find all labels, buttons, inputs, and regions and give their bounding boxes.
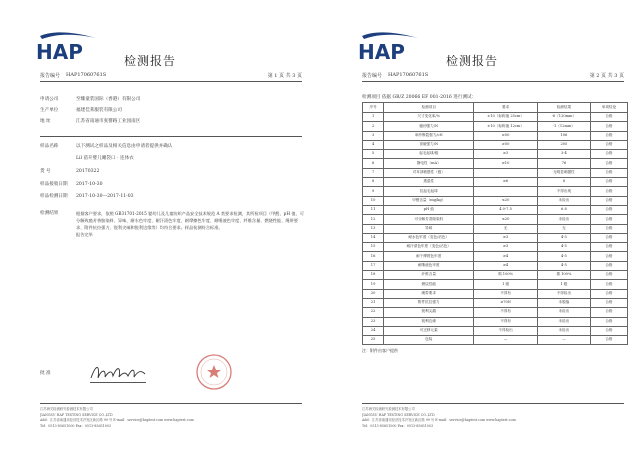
table-row <box>363 298 628 307</box>
table-cell: ≤20 <box>474 215 538 224</box>
table-cell: 棉 100% <box>537 271 590 280</box>
table-cell: 合格 <box>590 113 627 122</box>
table-cell: 合格 <box>590 131 627 140</box>
header-divider <box>40 81 302 82</box>
table-cell: 纤维含量 <box>384 271 474 280</box>
table-cell: 76 <box>537 159 590 168</box>
table-cell: 3-4 <box>537 150 590 159</box>
table-cell: ≥50 <box>474 131 538 140</box>
table-cell: 合格 <box>590 150 627 159</box>
conclusion-text <box>76 210 304 238</box>
field-label: 生产单位 <box>40 108 59 113</box>
field-label: 样品接收日期 <box>40 182 68 187</box>
field-value: 2017-10-30 <box>76 182 103 187</box>
field-label: 样品名称 <box>40 144 59 149</box>
footer-company: 江苏海关检测研究检测技术有限公司 <box>40 407 93 411</box>
field-value: 福建佳莱服装有限公司 <box>76 108 122 113</box>
table-cell: 6.8 <box>537 205 590 214</box>
field-label: 申请公司 <box>40 97 59 102</box>
table-cell: 抗起毛起球 <box>384 187 474 196</box>
field-value: Lil 蓓开婴儿睡袋口 · 连体衣 <box>76 156 134 161</box>
footer <box>362 407 624 429</box>
table-row <box>363 308 628 317</box>
table-note: 注：附件由客户提供 <box>362 348 398 354</box>
table-cell: 1 <box>363 113 384 122</box>
page-number: 第 1 页 共 3 页 <box>267 73 302 79</box>
table-cell: 1 级 <box>474 280 538 289</box>
table-row <box>363 159 628 168</box>
table-cell: 合格 <box>590 308 627 317</box>
report-title: 检测报告 <box>124 54 177 68</box>
table-body <box>363 113 628 345</box>
table-row <box>363 289 628 298</box>
table-cell: 未脱落 <box>537 298 590 307</box>
table-row <box>363 140 628 149</box>
table-row <box>363 243 628 252</box>
table-cell <box>474 187 538 196</box>
table-cell: -1（12mm） <box>537 122 590 131</box>
table-cell: pH 值 <box>384 205 474 214</box>
table-cell: ≥3 <box>474 243 538 252</box>
table-cell: 绳带要求 <box>384 289 474 298</box>
table-cell: 20 <box>363 289 384 298</box>
table-cell: 8 <box>537 178 590 187</box>
table-header-row <box>363 103 628 113</box>
table-cell: 合格 <box>590 140 627 149</box>
table-cell: 静电性（mA） <box>384 159 474 168</box>
table-cell: 12 <box>363 215 384 224</box>
table-cell: 合格 <box>590 224 627 233</box>
conclusion-body: 根据客户要求，依照 GB31701-2015 婴幼儿及儿童纺织产品安全技术规范 A 类要求检测，其所检项目（甲醛、pH 值、可分解致癌芳香胺染料、异味、耐水色牢度、耐汗渍色牢度、耐摩擦色牢度、耐唾液色牢度、纤维含量、燃烧性能、绳带要求、附件抗拉强力、锐利尖端和锐利边缘等）均符合要求。样品检测符合标准。 <box>76 211 304 231</box>
table-cell: 4.0-7.5 <box>474 205 538 214</box>
table-cell: ≥70N <box>474 298 538 307</box>
table-cell: 5 <box>363 150 384 159</box>
table-cell: 附件抗拉强力 <box>384 298 474 307</box>
table-cell: 透湿性 <box>384 178 474 187</box>
table-cell: 24 <box>363 326 384 335</box>
test-results <box>362 94 628 354</box>
table-cell <box>474 168 538 177</box>
table-cell: 可迁移元素 <box>384 326 474 335</box>
footer-address: Add：江苏省南通市经济技术开发区新区路 99 号 E-mail：service@haptest.com www.haptest.com <box>362 418 516 423</box>
table-cell: — <box>537 336 590 345</box>
table-cell: 106 <box>537 131 590 140</box>
table-cell: 合格 <box>590 261 627 270</box>
table-row <box>363 317 628 326</box>
col-header: 检测项目 <box>384 103 474 113</box>
report-page-1 <box>4 0 314 452</box>
signature <box>88 362 150 384</box>
table-cell: 合格 <box>590 243 627 252</box>
footer <box>40 407 302 429</box>
field-value: 至臻童装国际（香港）有限公司 <box>76 97 141 102</box>
header-divider <box>362 81 624 82</box>
table-cell: 包装 <box>384 336 474 345</box>
table-cell: 尺寸变化率/% <box>384 113 474 122</box>
table-cell: ±10（标称值 12cm） <box>474 122 538 131</box>
table-cell: 11 <box>363 205 384 214</box>
col-header: 检测结果 <box>537 103 590 113</box>
table-cell: 未检出 <box>537 196 590 205</box>
table-cell: 不得有 <box>474 289 538 298</box>
table-cell: 合格 <box>590 205 627 214</box>
table-cell: ≥6 <box>474 178 538 187</box>
table-cell: 25 <box>363 336 384 345</box>
table-cell: 缝纫强力/N <box>384 122 474 131</box>
table-cell: 合格 <box>590 317 627 326</box>
table-cell: 4-5 <box>537 261 590 270</box>
table-cell: 异味 <box>384 224 474 233</box>
table-row <box>363 178 628 187</box>
table-cell: 未检出 <box>537 317 590 326</box>
table-cell: 8 <box>363 178 384 187</box>
table-cell: 起毛起球/级 <box>384 150 474 159</box>
table-cell: 不得有 <box>474 308 538 317</box>
table-cell: ≤20 <box>474 196 538 205</box>
table-cell: 不得有 <box>474 317 538 326</box>
hap-logo <box>34 30 104 62</box>
field-value: 20170322 <box>76 169 100 174</box>
conclusion-end: 报告完毕 <box>76 232 93 238</box>
table-cell: 19 <box>363 280 384 289</box>
table-cell: 合格 <box>590 326 627 335</box>
table-cell: 棉 100% <box>474 271 538 280</box>
table-cell: 顶破强力/N <box>384 140 474 149</box>
table-cell: 无 <box>474 224 538 233</box>
field-value: 江苏省南通市张謇路工业园南区 <box>76 119 141 124</box>
table-cell: 6 <box>363 159 384 168</box>
table-row <box>363 131 628 140</box>
table-cell: 4-5 <box>537 252 590 261</box>
report-no-label: 报告编号 <box>40 73 61 79</box>
table-cell: — <box>474 336 538 345</box>
field-label: 样品检测日期 <box>40 194 68 199</box>
table-cell: 10 <box>363 196 384 205</box>
table-cell: 15 <box>363 243 384 252</box>
table-cell: 不得检出 <box>474 326 538 335</box>
footer-company-en: JIANGSU HAP TESTING SERVICE CO.,LTD <box>40 412 113 417</box>
footer-divider <box>362 403 624 404</box>
footer-address: Add：江苏省南通市经济技术开发区新区路 99 号 E-mail：service@haptest.com www.haptest.com <box>40 418 194 423</box>
field-label: 货 号 <box>40 169 51 174</box>
table-cell: 1 级 <box>537 280 590 289</box>
signature-line <box>90 382 146 383</box>
page-number: 第 2 页 共 3 页 <box>589 73 624 79</box>
footer-contact: Tel：0513-85651000 Fax：0513-85651003 <box>40 423 112 428</box>
table-cell: 无明显刺激性 <box>537 168 590 177</box>
table-cell: 耐汗渍色牢度（变色/沾色） <box>384 243 474 252</box>
table-cell: 3 <box>363 131 384 140</box>
table-cell: 9 <box>363 187 384 196</box>
table-row <box>363 196 628 205</box>
results-table <box>362 102 628 345</box>
report-page-2 <box>326 0 636 452</box>
table-cell: ≥50 <box>474 140 538 149</box>
table-cell: 22 <box>363 308 384 317</box>
report-no: HAP17060761S <box>388 72 429 78</box>
table-cell: ±10（标称值 25cm） <box>474 113 538 122</box>
table-row <box>363 224 628 233</box>
table-cell: ≥3 <box>474 233 538 242</box>
table-cell: 合格 <box>590 122 627 131</box>
table-row <box>363 187 628 196</box>
table-cell: 耐干摩擦色牢度 <box>384 252 474 261</box>
table-row <box>363 168 628 177</box>
table-cell: 合格 <box>590 252 627 261</box>
table-cell: ≥4 <box>474 252 538 261</box>
table-cell: 甲醛含量（mg/kg） <box>384 196 474 205</box>
footer-company: 江苏海关检测研究检测技术有限公司 <box>362 407 415 411</box>
table-cell: 无 <box>537 224 590 233</box>
table-cell: 21 <box>363 298 384 307</box>
table-cell: 合格 <box>590 336 627 345</box>
table-caption: 检测项目 依据 GB/Z 20066 EF 001-2016 进行测试： <box>362 95 477 100</box>
table-cell: 4-5 <box>537 233 590 242</box>
table-cell: -6（120mm） <box>537 113 590 122</box>
table-cell: 合格 <box>590 280 627 289</box>
field-label: 检测结果 <box>40 211 59 216</box>
table-cell: 合格 <box>590 289 627 298</box>
field-label: 地 址 <box>40 119 51 124</box>
table-cell: ≥3 <box>474 150 538 159</box>
table-row <box>363 336 628 345</box>
table-cell: 4 <box>363 140 384 149</box>
table-cell: 4-5 <box>537 243 590 252</box>
table-row <box>363 215 628 224</box>
table-cell: 单纱断裂强力/cN <box>384 131 474 140</box>
table-cell: 耐水色牢度（变色/沾色） <box>384 233 474 242</box>
logo-text: HAP <box>36 40 83 62</box>
table-row <box>363 122 628 131</box>
table-cell: 18 <box>363 271 384 280</box>
col-header: 序号 <box>363 103 384 113</box>
table-cell: 未检出 <box>537 215 590 224</box>
table-row <box>363 271 628 280</box>
table-cell: 2 <box>363 122 384 131</box>
table-cell: 合格 <box>590 298 627 307</box>
table-row <box>363 113 628 122</box>
report-title: 检测报告 <box>446 54 499 68</box>
report-no-label: 报告编号 <box>362 73 383 79</box>
table-cell: 17 <box>363 261 384 270</box>
table-cell: 205 <box>537 140 590 149</box>
field-value: 以下测试之样品及相关信息由申请者提供并确认 <box>76 144 173 149</box>
table-row <box>363 280 628 289</box>
table-cell: ≥10 <box>474 159 538 168</box>
approver-label: 批 准 <box>40 371 51 376</box>
col-header: 要求 <box>474 103 538 113</box>
table-cell: 对耳部敏感性（级） <box>384 168 474 177</box>
table-cell: 未检出 <box>537 308 590 317</box>
col-header: 单项结论 <box>590 103 627 113</box>
hap-logo <box>356 30 426 62</box>
table-row <box>363 150 628 159</box>
report-no: HAP17060761S <box>66 72 107 78</box>
footer-contact: Tel：0513-85651000 Fax：0513-85651003 <box>362 423 434 428</box>
table-cell: 燃烧性能 <box>384 280 474 289</box>
table-cell: 耐唾液色牢度 <box>384 261 474 270</box>
table-cell: 14 <box>363 233 384 242</box>
table-row <box>363 261 628 270</box>
table-cell: 16 <box>363 252 384 261</box>
section-divider <box>40 136 302 137</box>
table-cell: 合格 <box>590 168 627 177</box>
table-cell: 23 <box>363 317 384 326</box>
table-cell: 13 <box>363 224 384 233</box>
table-cell: 可分解芳香胺染料 <box>384 215 474 224</box>
table-row <box>363 326 628 335</box>
table-cell: 不得出现 <box>537 187 590 196</box>
field-value: 2017-10-30—2017-11-03 <box>76 194 134 199</box>
table-cell: 合格 <box>590 178 627 187</box>
footer-divider <box>40 403 302 404</box>
table-cell: 不得检出 <box>537 289 590 298</box>
table-cell: ≥4 <box>474 261 538 270</box>
table-cell: 合格 <box>590 233 627 242</box>
table-cell: 锐利尖端 <box>384 308 474 317</box>
footer-company-en: JIANGSU HAP TESTING SERVICE CO.,LTD <box>362 412 435 417</box>
table-cell: 合格 <box>590 271 627 280</box>
table-cell: 锐利边缘 <box>384 317 474 326</box>
table-row <box>363 205 628 214</box>
table-cell: 合格 <box>590 159 627 168</box>
table-cell: 合格 <box>590 196 627 205</box>
table-cell: 合格 <box>590 187 627 196</box>
table-row <box>363 233 628 242</box>
table-cell: 合格 <box>590 215 627 224</box>
official-stamp <box>194 352 234 392</box>
table-cell: 未检出 <box>537 326 590 335</box>
table-row <box>363 252 628 261</box>
logo-text: HAP <box>358 40 405 62</box>
table-cell: 7 <box>363 168 384 177</box>
